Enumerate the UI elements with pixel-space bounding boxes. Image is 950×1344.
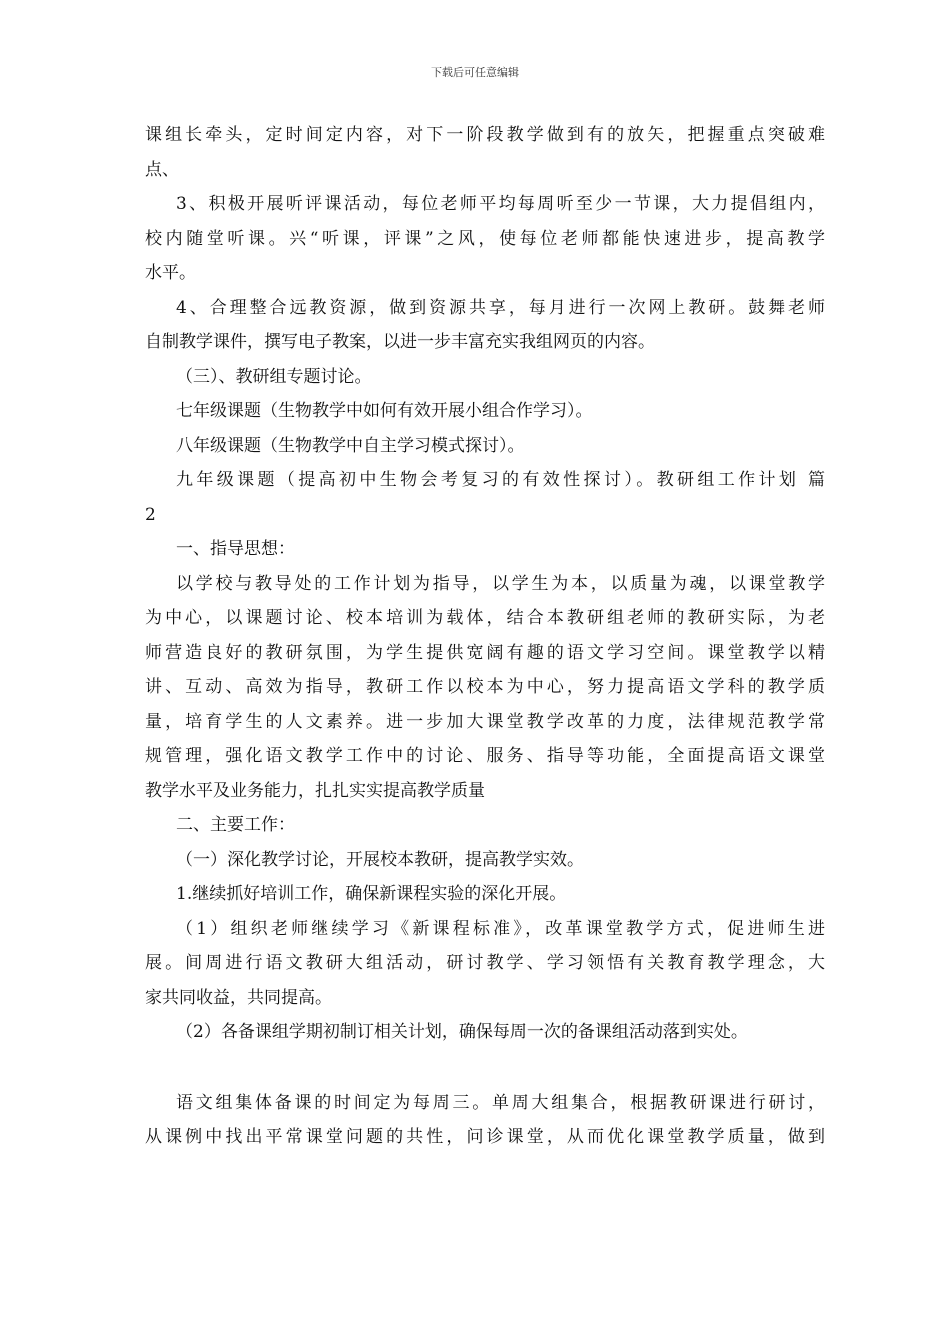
text-line: （1）组织老师继续学习《新课程标准》，改革课堂教学方式，促进师生进	[176, 918, 825, 939]
text-line: （2）各备课组学期初制订相关计划，确保每周一次的备课组活动落到实处。	[176, 1022, 748, 1042]
text-line: 2	[145, 504, 156, 525]
text-line: 1.继续抓好培训工作，确保新课程实验的深化开展。	[176, 884, 567, 904]
text-line: 一、指导思想：	[176, 539, 295, 559]
text-line: 课组长牵头，定时间定内容，对下一阶段教学做到有的放矢，把握重点突破难	[145, 125, 825, 145]
text-line: 3、积极开展听评课活动，每位老师平均每周听至少一节课，大力提倡组内，	[176, 194, 825, 214]
text-line: 九年级课题（提高初中生物会考复习的有效性探讨）。教研组工作计划 篇	[176, 470, 825, 490]
page-header: 下载后可任意编辑	[431, 66, 519, 79]
text-line: 二、主要工作：	[176, 815, 295, 835]
text-line: 展。间周进行语文教研大组活动，研讨教学、学习领悟有关教育教学理念，大	[145, 953, 825, 973]
text-line: 七年级课题（生物教学中如何有效开展小组合作学习）。	[176, 401, 593, 421]
text-line: 家共同收益，共同提高。	[145, 987, 332, 1008]
text-line: 4、合理整合远教资源，做到资源共享，每月进行一次网上教研。鼓舞老师	[176, 297, 825, 318]
text-line: 自制教学课件，撰写电子教案，以进一步丰富充实我组网页的内容。	[145, 332, 655, 352]
text-line: 规管理，强化语文教学工作中的讨论、服务、指导等功能，全面提高语文课堂	[145, 746, 825, 766]
text-line: （一）深化教学讨论，开展校本教研，提高教学实效。	[176, 849, 584, 870]
document-body	[145, 118, 825, 1155]
text-line: 水平。	[145, 263, 196, 283]
text-line: 量，培育学生的人文素养。进一步加大课堂教学改革的力度，法律规范教学常	[145, 711, 825, 732]
text-line: 八年级课题（生物教学中自主学习模式探讨）。	[176, 435, 525, 456]
text-line: 从课例中找出平常课堂问题的共性，问诊课堂，从而优化课堂教学质量，做到	[145, 1127, 825, 1147]
text-line: 校内随堂听课。兴“听课，评课”之风，使每位老师都能快速进步，提高教学	[145, 228, 825, 249]
text-line: 讲、互动、高效为指导，教研工作以校本为中心，努力提高语文学科的教学质	[145, 677, 825, 697]
text-line: 师营造良好的教研氛围，为学生提供宽阔有趣的语文学习空间。课堂教学以精	[145, 642, 825, 663]
text-line: 为中心，以课题讨论、校本培训为载体，结合本教研组老师的教研实际，为老	[145, 608, 825, 628]
paragraph-gap	[145, 1050, 825, 1086]
text-line: 教学水平及业务能力，扎扎实实提高教学质量	[145, 780, 485, 801]
text-line: 点、	[145, 159, 179, 180]
text-line: 以学校与教导处的工作计划为指导，以学生为本，以质量为魂，以课堂教学	[176, 573, 825, 594]
text-line: 语文组集体备课的时间定为每周三。单周大组集合，根据教研课进行研讨，	[176, 1092, 825, 1113]
text-line: （三）、教研组专题讨论。	[176, 366, 372, 387]
